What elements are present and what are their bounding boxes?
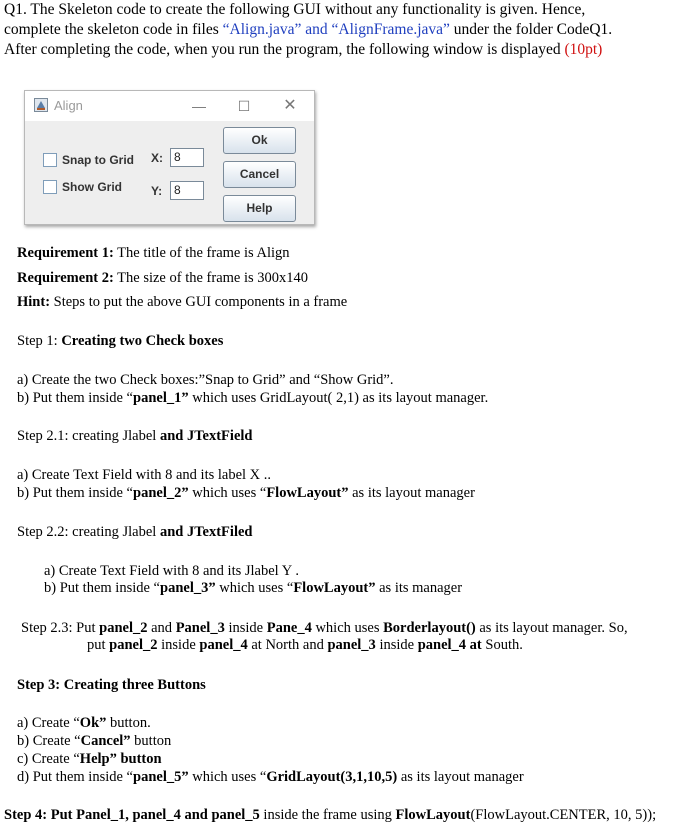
checkbox-box[interactable] (43, 153, 57, 167)
layout-name: GridLayout(3,1,10,5) (266, 769, 398, 785)
intro-line-3 (4, 40, 696, 60)
step-2-1-heading (17, 427, 252, 445)
panel-name: panel_2 (99, 620, 148, 636)
layout-name: FlowLayout” (266, 485, 349, 501)
panel-name: panel_2” (133, 485, 189, 501)
y-label: Y: (151, 184, 163, 198)
step-text: South. (481, 637, 523, 653)
step-2-3-line-2 (87, 636, 523, 654)
panel-name: Panel_3 (175, 620, 225, 636)
checkbox-box[interactable] (43, 180, 57, 194)
help-button[interactable]: Help (223, 195, 296, 222)
step-text: at North and (247, 637, 328, 653)
item-text: which uses GridLayout( 2,1) as its layout manager. (188, 390, 489, 406)
step-2-2-heading (17, 523, 252, 541)
step-2-1-title: Step 2.1: creating Jlabel (17, 428, 160, 444)
file-names: “Align.java” and “AlignFrame.java” (222, 21, 450, 38)
step-1-item-a: a) Create the two Check boxes:”Snap to Grid” and “Show Grid”. (17, 372, 394, 388)
layout-name: FlowLayout” (293, 580, 376, 596)
step-text: and (147, 620, 176, 636)
requirement-1-text: The title of the frame is Align (113, 245, 290, 261)
checkbox-label: Snap to Grid (62, 153, 134, 167)
panel-name: panel_4 (199, 637, 248, 653)
step-text: Step 2.3: Put (21, 620, 100, 636)
step-text: inside (224, 620, 267, 636)
hint (17, 293, 347, 311)
java-app-icon (34, 98, 48, 112)
step-1-heading (17, 332, 223, 350)
step-3-item-b (17, 732, 171, 750)
intro-line-1 (4, 0, 696, 20)
maximize-icon[interactable]: ☐ (237, 98, 251, 114)
window-title: Align (54, 98, 83, 113)
panel-name: panel_2 (109, 637, 158, 653)
layout-name: FlowLayout (395, 807, 471, 823)
step-1-item-b (17, 389, 488, 407)
align-window (24, 90, 315, 225)
requirement-2-label: Requirement 2: (17, 270, 114, 286)
item-text: d) Put them inside “ (17, 769, 133, 785)
step-text: inside (375, 637, 418, 653)
item-text: which uses “ (215, 580, 294, 596)
step-text: inside (157, 637, 200, 653)
item-text: b) Put them inside “ (44, 580, 160, 596)
step-text: which uses (311, 620, 384, 636)
step-3-title: Creating three Buttons (63, 677, 206, 693)
close-icon[interactable]: ✕ (283, 97, 297, 114)
step-2-2-item-a: a) Create Text Field with 8 and its Jlabel Y . (44, 563, 299, 579)
x-label: X: (151, 151, 163, 165)
step-2-3-line-1 (21, 619, 628, 637)
item-text: a) Create “ (17, 715, 80, 731)
panel-name: panel_5” (133, 769, 189, 785)
button-name: Help” button (79, 751, 162, 767)
step-3-item-d (17, 768, 524, 786)
y-text-field[interactable]: 8 (170, 181, 204, 200)
item-text: b) Create “ (17, 733, 81, 749)
step-2-2-title: Step 2.2: creating Jlabel (17, 524, 160, 540)
item-text: which uses “ (188, 485, 267, 501)
step-2-1-item-b (17, 484, 475, 502)
step-1-number: Step 1: (17, 333, 62, 349)
step-3-heading (17, 676, 206, 694)
step-2-2-title-bold: and JTextFiled (159, 524, 253, 540)
panel-name: panel_3” (160, 580, 216, 596)
item-text: which uses “ (188, 769, 267, 785)
item-text: b) Put them inside “ (17, 485, 133, 501)
requirement-2 (17, 269, 308, 287)
button-name: Cancel” (80, 733, 131, 749)
requirement-1 (17, 244, 290, 262)
panel-name: panel_4 at (417, 637, 482, 653)
step-4-title: Step 4: Put Panel_1, panel_4 and panel_5 (4, 807, 260, 823)
step-text: (FlowLayout.CENTER, 10, 5)); (470, 807, 657, 823)
step-1-title: Creating two Check boxes (61, 333, 224, 349)
item-text: as its manager (375, 580, 463, 596)
step-text: put (87, 637, 110, 653)
intro-text-3a: After completing the code, when you run the program, the following window is displayed (4, 41, 565, 58)
step-4 (4, 806, 656, 824)
intro-text-1: Q1. The Skeleton code to create the following GUI without any functionality is given. Hence, (4, 1, 586, 18)
intro-text-2a: complete the skeleton code in files (4, 21, 223, 38)
points-label: (10pt) (564, 41, 603, 58)
step-2-1-item-a: a) Create Text Field with 8 and its label X .. (17, 467, 272, 483)
x-text-field[interactable]: 8 (170, 148, 204, 167)
snap-to-grid-checkbox[interactable] (43, 153, 134, 167)
step-text: as its layout manager. So, (475, 620, 628, 636)
cancel-button[interactable]: Cancel (223, 161, 296, 188)
item-text: b) Put them inside “ (17, 390, 133, 406)
step-2-2-item-b (44, 579, 462, 597)
step-2-1-title-bold: and JTextField (159, 428, 253, 444)
minimize-icon[interactable]: — (192, 98, 206, 114)
hint-label: Hint: (17, 294, 51, 310)
panel-name: panel_1” (133, 390, 189, 406)
item-text: c) Create “ (17, 751, 80, 767)
button-name: Ok” (79, 715, 107, 731)
step-3-number: Step 3: (17, 677, 64, 693)
requirement-2-text: The size of the frame is 300x140 (113, 270, 309, 286)
step-3-item-a (17, 714, 151, 732)
requirement-1-label: Requirement 1: (17, 245, 114, 261)
step-text: inside the frame using (259, 807, 396, 823)
item-text: button (130, 733, 172, 749)
item-text: as its layout manager (397, 769, 524, 785)
hint-text: Steps to put the above GUI components in a frame (50, 294, 348, 310)
layout-name: Borderlayout() (383, 620, 476, 636)
item-text: button. (106, 715, 151, 731)
item-text: as its layout manager (348, 485, 475, 501)
step-3-item-c (17, 750, 162, 768)
question-intro (4, 0, 696, 60)
panel-name: panel_3 (327, 637, 376, 653)
intro-line-2 (4, 20, 696, 40)
ok-button[interactable]: Ok (223, 127, 296, 154)
show-grid-checkbox[interactable] (43, 180, 122, 194)
checkbox-label: Show Grid (62, 180, 122, 194)
panel-name: Pane_4 (266, 620, 312, 636)
window-titlebar (25, 91, 314, 121)
intro-text-2c: under the folder CodeQ1. (449, 21, 613, 38)
